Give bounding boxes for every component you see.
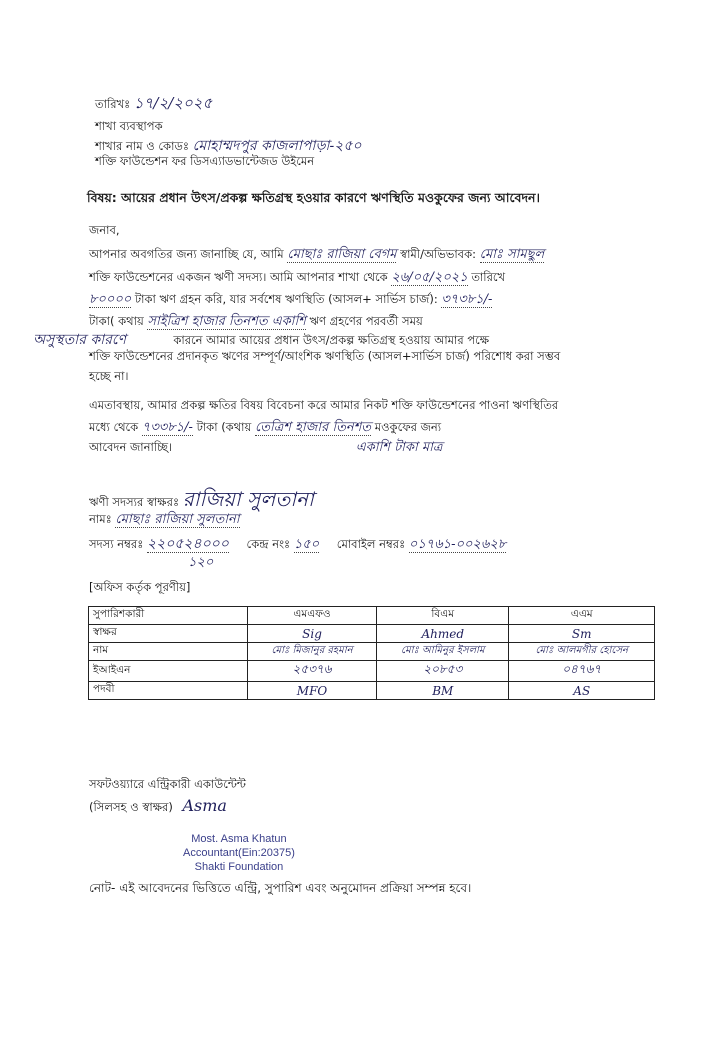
member-number-line <box>89 532 506 556</box>
body-text: টাকা ঋণ গ্রহন করি, যার সর্বশেষ ঋণস্থিতি (আসল+ সার্ভিস চার্জ): <box>134 292 438 306</box>
body-line-7: হচ্ছে না। <box>89 369 129 383</box>
member-name-line <box>89 510 240 531</box>
body-line-3 <box>89 290 492 311</box>
centre-label: কেন্দ্র নংঃ <box>246 537 291 551</box>
table-cell: Sig <box>248 625 377 643</box>
accountant-signature: Asma <box>182 796 227 815</box>
row-label: স্বাক্ষর <box>89 625 248 643</box>
table-cell: ২০৮৫৩ <box>377 661 509 682</box>
table-cell: MFO <box>248 682 377 700</box>
table-header-cell: এএম <box>509 607 655 625</box>
manager-label: শাখা ব্যবস্থাপক <box>95 119 163 133</box>
org-line: শক্তি ফাউন্ডেশন ফর ডিসএ্যাডভান্টেজড উইমেন <box>95 154 315 168</box>
body-line-8: এমতাবস্থায়, আমার প্রকল্প ক্ষতির বিষয় বিবেচনা করে আমার নিকট শক্তি ফাউন্ডেশনের পাওনা ঋণস্থিতির <box>89 398 559 412</box>
accountant-sign-line <box>89 796 227 818</box>
branch-value: মোহাম্মদপুর কাজলাপাড়া-২৫০ <box>192 138 362 154</box>
body-text: মধ্যে থেকে <box>89 420 139 434</box>
row-label: পদবী <box>89 682 248 700</box>
table-header-cell: সুপারিশকারী <box>89 607 248 625</box>
table-row <box>89 661 655 682</box>
balance-in-words: সাইত্রিশ হাজার তিনশত একাশি <box>147 314 306 329</box>
stamp-name: Most. Asma Khatun <box>191 833 287 845</box>
waiver-in-words-cont: একাশি টাকা মাত্র <box>355 440 443 455</box>
waiver-amount: ৭৩৩৮১/- <box>141 420 193 435</box>
member-number-label: সদস্য নম্বরঃ <box>89 537 144 551</box>
table-cell: Ahmed <box>377 625 509 643</box>
member-signature-label: ঋণী সদস্যর স্বাক্ষরঃ <box>89 495 180 509</box>
table-cell: মোঃ মিজানুর রহমান <box>248 643 377 661</box>
table-header-cell: বিএম <box>377 607 509 625</box>
outstanding-balance: ৩৭৩৮১/- <box>441 292 493 307</box>
row-label: নাম <box>89 643 248 661</box>
member-number-extra: ১২০ <box>188 555 214 570</box>
table-row <box>89 625 655 643</box>
loss-cause: অসুস্থতার কারণে <box>33 332 127 348</box>
subject-line: বিষয়: আয়ের প্রধান উৎস/প্রকল্প ক্ষতিগ্রস্থ হওয়ার কারণে ঋণস্থিতি মওকুফের জন্য আবেদন। <box>87 190 540 205</box>
stamp-role: Accountant(Ein:20375) <box>183 847 295 859</box>
member-name: মোছাঃ রাজিয়া সুলতানা <box>115 512 240 527</box>
mobile-label: মোবাইল নম্বরঃ <box>336 537 406 551</box>
body-text: শক্তি ফাউন্ডেশনের একজন ঋণী সদস্য। আমি আপনার শাখা থেকে <box>89 270 388 284</box>
table-cell: মোঃ আলমগীর হোসেন <box>509 643 655 661</box>
table-cell: BM <box>377 682 509 700</box>
member-number: ২২০৫২৪০০০ <box>146 536 229 552</box>
accountant-sign-label: (সিলসহ ও স্বাক্ষর) <box>89 800 173 814</box>
loan-date: ২৬/০৫/২০২১ <box>391 270 468 285</box>
waiver-in-words: তেত্রিশ হাজার তিনশত <box>254 420 372 435</box>
body-line-9 <box>89 418 441 439</box>
table-row <box>89 643 655 661</box>
table-header-row <box>89 607 655 625</box>
table-cell: ২৫৩৭৬ <box>248 661 377 682</box>
salutation: জনাব, <box>89 223 120 237</box>
date-label: তারিখঃ <box>95 97 131 111</box>
row-label: ইআইএন <box>89 661 248 682</box>
centre-number: ১৫০ <box>293 537 320 552</box>
body-text: তারিখে <box>471 270 506 284</box>
recommendation-table <box>88 606 655 700</box>
body-text: মওকুফের জন্য <box>374 420 442 434</box>
body-text: আবেদন জানাচ্ছি। <box>89 440 173 454</box>
table-row <box>89 682 655 700</box>
body-line-2 <box>89 268 505 289</box>
body-text: কারনে আমার আয়ের প্রধান উৎস/প্রকল্প ক্ষতিগ্রস্থ হওয়ায় আমার পক্ষে <box>173 333 490 347</box>
body-line-1 <box>89 245 544 266</box>
mobile-number: ০১৭৬১-০০২৬২৮ <box>408 537 507 552</box>
table-header-cell: এমএফও <box>248 607 377 625</box>
applicant-name: মোছাঃ রাজিয়া বেগম <box>287 247 397 262</box>
accountant-title: সফটওয়্যারে এন্ট্রিকারী একাউন্টেন্ট <box>89 777 246 791</box>
footer-note: নোট- এই আবেদনের ভিত্তিতে এন্ট্রি, সুপারিশ এবং অনুমোদন প্রক্রিয়া সম্পন্ন হবে। <box>89 881 472 895</box>
guardian-name: মোঃ সামছুল <box>479 247 545 262</box>
office-use-heading: [অফিস কর্তৃক পূরণীয়] <box>89 580 191 594</box>
table-cell: মোঃ আমিনুর ইসলাম <box>377 643 509 661</box>
member-name-label: নামঃ <box>89 512 112 526</box>
table-cell: AS <box>509 682 655 700</box>
body-text: টাকা( কথায় <box>89 314 144 328</box>
body-text: আপনার অবগতির জন্য জানাচ্ছি যে, আমি <box>89 247 284 261</box>
stamp-org: Shakti Foundation <box>194 861 284 873</box>
body-text: ঋণ গ্রহণের পরবর্তী সময় <box>309 314 423 328</box>
member-signature: রাজিয়া সুলতানা <box>182 487 314 511</box>
body-text: স্বামী/অভিভাবক: <box>400 247 477 261</box>
accountant-stamp <box>183 832 295 874</box>
table-cell: ০৪৭৬৭ <box>509 661 655 682</box>
body-text: টাকা (কথায় <box>196 420 252 434</box>
date-value: ১৭/২/২০২৫ <box>133 94 213 112</box>
loan-amount: ৮০০০০ <box>89 292 132 307</box>
table-cell: Sm <box>509 625 655 643</box>
date-line <box>95 92 212 117</box>
body-line-6: শক্তি ফাউন্ডেশনের প্রদানকৃত ঋণের সম্পূর্ণ/আংশিক ঋণস্থিতি (আসল+সার্ভিস চার্জ) পরিশোধ করা সম্ভব <box>89 349 561 363</box>
body-line-10 <box>89 438 442 459</box>
branch-label: শাখার নাম ও কোডঃ <box>95 139 190 153</box>
